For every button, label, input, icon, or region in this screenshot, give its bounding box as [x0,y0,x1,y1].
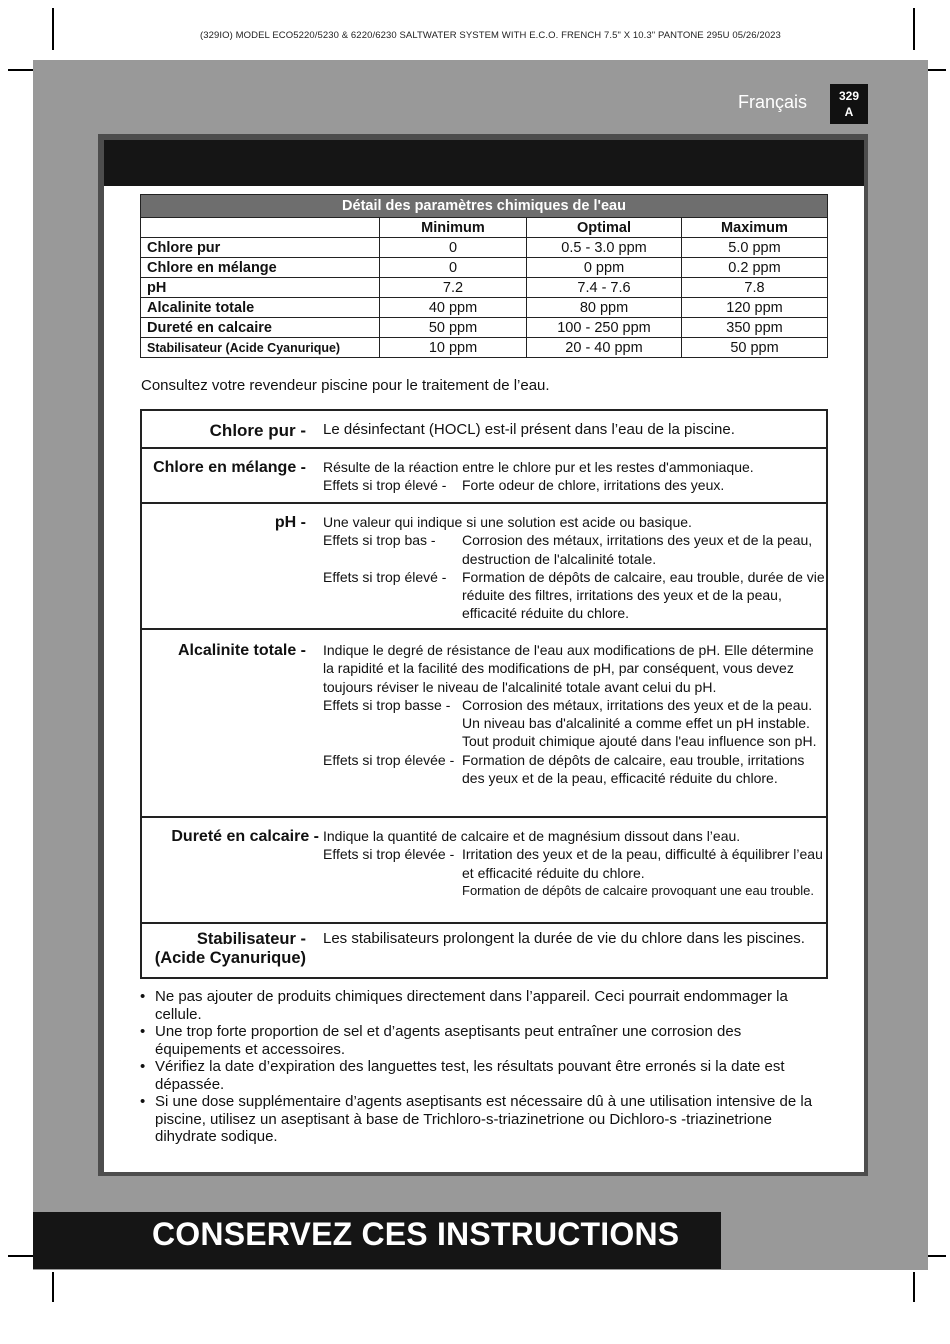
term-label-line1: Stabilisateur - [196,930,306,948]
cell-maximum: 7.8 [682,278,828,298]
cell-maximum: 50 ppm [682,338,828,358]
footer-title: CONSERVEZ CES INSTRUCTIONS [152,1216,680,1252]
language-label: Français [738,92,808,112]
term-description [323,513,828,623]
definition-ph [142,504,826,630]
definition-chlore-pur [142,411,826,449]
table-row [141,238,828,258]
term-description [323,641,828,787]
cell-maximum: 5.0 ppm [682,238,828,258]
term-description [323,421,828,439]
table-title: Détail des paramètres chimiques de l'eau [141,195,828,218]
effect-text: Formation de dépôts de calcaire, eau trouble, irritations des yeux et de la peau, efficacité réduite du chlore. [462,751,805,787]
description-text: Le désinfectant (HOCL) est-il présent dans l’eau de la piscine. [323,421,735,438]
crop-mark [913,1272,915,1302]
column-header-maximum: Maximum [682,218,828,238]
row-label: Chlore en mélange [141,258,380,278]
description-text: Les stabilisateurs prolongent la durée de vie du chlore dans les piscines. [323,930,805,947]
cell-minimum: 7.2 [380,278,527,298]
effect-text: Forte odeur de chlore, irritations des yeux. [462,477,725,494]
effect-label: Effets si trop élevé - [323,477,447,494]
effect-entry [323,845,828,882]
term-label: Chlore pur - [209,421,306,440]
crop-mark [52,8,54,50]
description-text: Indique la quantité de calcaire et de magnésium dissout dans l’eau. [323,828,741,844]
effect-label: Effets si trop élevé - [323,568,447,585]
cell-minimum: 0 [380,258,527,278]
effect-entry [323,476,828,494]
effect-text-extra: Formation de dépôts de calcaire provoquant une eau trouble. [462,882,814,898]
definition-stabilisateur [142,924,826,977]
page-suffix: A [844,105,854,119]
definition-durete [142,818,826,924]
table-row [141,278,828,298]
list-item: • Si une dose supplémentaire d’agents aseptisants est nécessaire dû à une utilisation intensive de la piscine, utilisez un aseptisant à base de Trichloro-s-triazinetrione ou Dichloro-s -triazinetrione dihydrate sodique. [138,1093,828,1146]
row-label: Chlore pur [141,238,380,258]
table-row [141,318,828,338]
effect-label: Effets si trop élevée - [323,751,455,768]
page-number: 329 [838,89,860,103]
row-label: Stabilisateur (Acide Cyanurique) [141,338,380,358]
row-label: Alcalinite totale [141,298,380,318]
crop-mark [913,8,915,50]
row-label: pH [141,278,380,298]
effect-entry [323,882,828,900]
effect-text: Formation de dépôts de calcaire, eau trouble, durée de vie réduite des filtres, irritations des yeux et de la peau, efficacité réduite du chlore. [462,568,825,622]
description-text: Une valeur qui indique si une solution est acide ou basique. [323,514,692,530]
column-header-minimum: Minimum [380,218,527,238]
list-item: • Ne pas ajouter de produits chimiques directement dans l’appareil. Ceci pourrait endommager la cellule. [138,988,828,1023]
consult-dealer-text: Consultez votre revendeur piscine pour le traitement de l’eau. [141,377,550,394]
page-number-badge [830,84,868,124]
effect-label: Effets si trop élevée - [323,846,455,863]
cell-optimal: 0.5 - 3.0 ppm [527,238,682,258]
table-row [141,338,828,358]
row-label: Dureté en calcaire [141,318,380,338]
column-header-optimal: Optimal [527,218,682,238]
term-description [323,458,828,495]
table-row [141,258,828,278]
effect-entry [323,568,828,623]
effect-label: Effets si trop basse - [323,696,451,713]
definition-chlore-melange [142,449,826,504]
cell-optimal: 100 - 250 ppm [527,318,682,338]
cell-optimal: 20 - 40 ppm [527,338,682,358]
effect-text: Corrosion des métaux, irritations des yeux et de la peau, destruction de l'alcalinité totale. [462,532,813,567]
crop-mark [52,1272,54,1302]
effect-label: Effets si trop bas - [323,532,436,549]
cell-optimal: 80 ppm [527,298,682,318]
list-item: • Une trop forte proportion de sel et d’agents aseptisants peut entraîner une corrosion des équipements et accessoires. [138,1023,828,1058]
effect-entry [323,751,828,788]
water-chemistry-table [140,194,828,358]
term-label: Alcalinite totale - [177,642,306,659]
list-item: • Vérifiez la date d’expiration des languettes test, les résultats pouvant être erronés si la date est dépassée. [138,1058,828,1093]
print-info-line: (329IO) MODEL ECO5220/5230 & 6220/6230 SALTWATER SYSTEM WITH E.C.O. FRENCH 7.5" X 10.3" PANTONE 295U 05/26/2023 [200,30,781,41]
term-label-line2: (Acide Cyanurique) [154,949,306,967]
effect-text: Irritation des yeux et de la peau, difficulté à équilibrer l’eau et efficacité réduite du chlore. [462,846,823,881]
term-description [323,827,828,900]
term-label [155,930,306,968]
cell-optimal: 7.4 - 7.6 [527,278,682,298]
cell-minimum: 0 [380,238,527,258]
table-row [141,298,828,318]
cell-optimal: 0 ppm [527,258,682,278]
cell-maximum: 0.2 ppm [682,258,828,278]
description-text: Résulte de la réaction entre le chlore pur et les restes d'ammoniaque. [323,459,754,475]
cell-maximum: 350 ppm [682,318,828,338]
effect-entry [323,696,828,751]
term-description [323,930,828,948]
effect-text: Corrosion des métaux, irritations des yeux et de la peau. Un niveau bas d'alcalinité a comme effet un pH instable. Tout produit chimique ajouté dans l'eau influence son pH. [462,696,817,750]
cell-minimum: 10 ppm [380,338,527,358]
panel-header-bar [104,140,864,186]
term-label: Dureté en calcaire - [171,828,319,845]
term-label: Chlore en mélange - [153,459,306,476]
effect-entry [323,531,828,568]
definition-alcalinite [142,630,826,818]
description-text: Indique le degré de résistance de l'eau aux modifications de pH. Elle détermine la rapidité et la facilité des modifications de pH, par conséquent, vous devez toujours réviser le niveau de l'alcalinité totale avant celui du pH. [323,642,814,695]
table-header-blank [141,218,380,238]
cell-minimum: 50 ppm [380,318,527,338]
notes-list [138,988,828,1146]
cell-minimum: 40 ppm [380,298,527,318]
term-label: pH - [274,514,306,531]
cell-maximum: 120 ppm [682,298,828,318]
definitions-box [140,409,828,979]
